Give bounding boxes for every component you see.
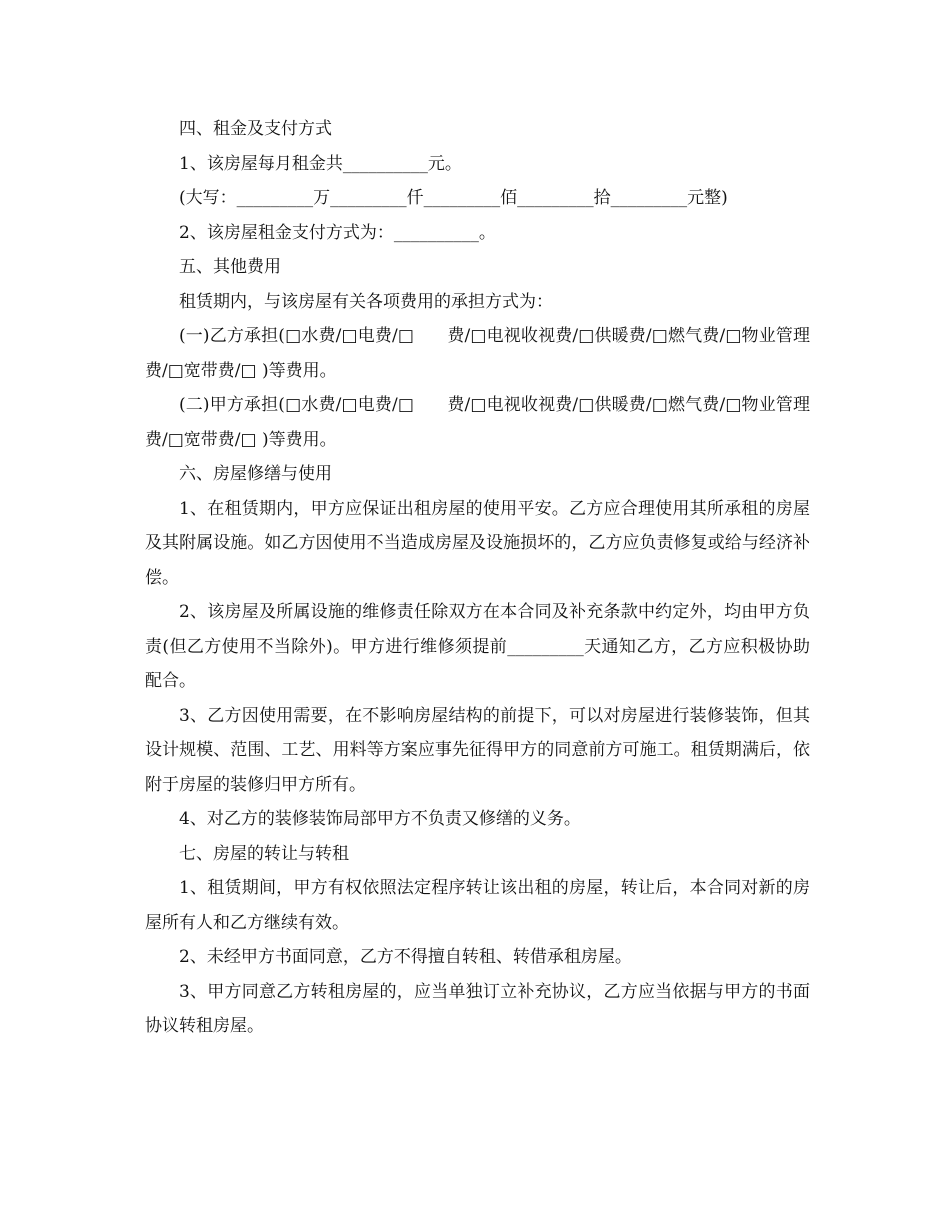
clause-rent-payment-method: 2、该房屋租金支付方式为：__________。 — [179, 222, 496, 243]
clause-transfer-2: 2、未经甲方书面同意，乙方不得擅自转租、转借承租房屋。 — [179, 947, 632, 967]
clause-transfer-1: 1、租赁期间，甲方有权依照法定程序转让该出租的房屋，转让后，本合同对新的房屋所有人和乙方继续有效。 — [145, 878, 810, 933]
section-heading-other-fees: 五、其他费用 — [179, 257, 281, 277]
clause-repair-1: 1、在租赁期内，甲方应保证出租房屋的使用平安。乙方应合理使用其所承租的房屋及其附属设施。如乙方因使用不当造成房屋及设施损坏的，乙方应负责修复或给与经济补偿。 — [145, 498, 810, 588]
clause-repair-4: 4、对乙方的装修装饰局部甲方不负责又修缮的义务。 — [179, 809, 581, 829]
section-heading-repair: 六、房屋修缮与使用 — [179, 464, 332, 484]
clause-rent-amount-capital: (大写：_________万_________仟_________佰_________拾_________元整) — [179, 188, 728, 208]
contract-page — [145, 112, 810, 1044]
section-heading-transfer: 七、房屋的转让与转租 — [179, 843, 349, 864]
clause-rent-amount: 1、该房屋每月租金共__________元。 — [179, 153, 462, 174]
clause-repair-3: 3、乙方因使用需要，在不影响房屋结构的前提下，可以对房屋进行装修装饰，但其设计规模、范围、工艺、用料等方案应事先征得甲方的同意前方可施工。租赁期满后，依附于房屋的装修归甲方所有。 — [145, 705, 810, 795]
clause-fees-intro: 租赁期内，与该房屋有关各项费用的承担方式为： — [179, 291, 553, 312]
clause-fees-landlord: (二)甲方承担(□水费/□电费/□ 费/□电视收视费/□供暖费/□燃气费/□物业管理费/□宽带费/□ )等费用。 — [145, 395, 810, 450]
clause-repair-2: 2、该房屋及所属设施的维修责任除双方在本合同及补充条款中约定外，均由甲方负责(但乙方使用不当除外)。甲方进行维修须提前_________天通知乙方，乙方应积极协助配合。 — [145, 602, 810, 691]
clause-transfer-3: 3、甲方同意乙方转租房屋的，应当单独订立补充协议，乙方应当依据与甲方的书面协议转租房屋。 — [145, 981, 810, 1036]
section-heading-rent: 四、租金及支付方式 — [179, 119, 332, 139]
clause-fees-tenant: (一)乙方承担(□水费/□电费/□ 费/□电视收视费/□供暖费/□燃气费/□物业管理费/□宽带费/□ )等费用。 — [145, 326, 810, 381]
